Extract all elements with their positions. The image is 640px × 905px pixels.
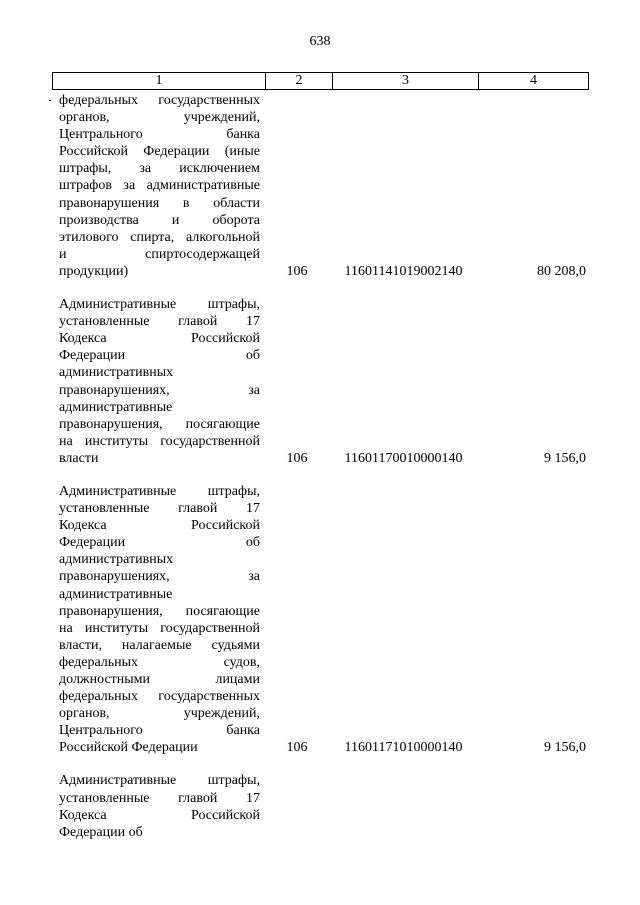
- description-line: административные: [59, 586, 173, 602]
- description-line: власти: [59, 450, 99, 466]
- description-line: власти, налагаемые судьями: [59, 637, 260, 653]
- description-line: Федерации об: [59, 824, 143, 840]
- table-row: [0, 92, 640, 280]
- row-budget-code: 11601171010000140: [344, 740, 463, 756]
- description-line: установленные главой 17: [59, 501, 260, 517]
- column-header-4: 4: [479, 73, 589, 90]
- row-amount: 9 156,0: [544, 450, 586, 466]
- description-line: органов, учреждений,: [59, 110, 260, 126]
- description-line: штрафы, за исключением: [59, 161, 260, 177]
- description-line: продукции): [59, 263, 129, 279]
- description-line: правонарушения, посягающие: [59, 603, 260, 619]
- column-header-3: 3: [333, 73, 479, 90]
- table-row: [0, 296, 640, 467]
- description-line: правонарушения в области: [59, 195, 260, 211]
- description-line: административных: [59, 552, 174, 568]
- description-line: этилового спирта, алкогольной: [59, 229, 260, 245]
- description-line: правонарушениях, за: [59, 569, 260, 585]
- description-line: установленные главой 17: [59, 314, 260, 330]
- description-line: Российской Федерации: [59, 740, 198, 756]
- row-admin-code: 106: [286, 450, 308, 466]
- description-line: Административные штрафы,: [59, 773, 260, 789]
- description-line: должностными лицами: [59, 672, 260, 687]
- row-description: [59, 296, 260, 467]
- row-description: [59, 772, 260, 840]
- page-number: 638: [309, 34, 331, 49]
- description-line: федеральных судов,: [59, 654, 260, 670]
- description-line: Административные штрафы,: [59, 297, 260, 313]
- table-row: [0, 772, 640, 840]
- description-line: Кодекса Российской: [59, 807, 260, 823]
- description-line: правонарушения, посягающие: [59, 416, 260, 432]
- column-header-table: [52, 72, 589, 90]
- row-admin-code: 106: [286, 740, 308, 756]
- row-amount: 9 156,0: [544, 740, 586, 756]
- description-line: штрафов за административные: [59, 178, 260, 194]
- row-description: [59, 92, 260, 280]
- column-header-row: [53, 73, 589, 90]
- description-line: Административные штрафы,: [59, 483, 260, 499]
- row-description: [59, 483, 260, 757]
- table-body: [0, 92, 640, 857]
- column-header-1: 1: [53, 73, 266, 90]
- description-line: Федерации об: [59, 535, 260, 551]
- description-line: административные: [59, 399, 173, 415]
- column-header-2: 2: [266, 73, 333, 90]
- description-line: на институты государственной: [59, 433, 260, 449]
- row-amount: 80 208,0: [537, 263, 586, 279]
- description-line: Кодекса Российской: [59, 331, 260, 347]
- description-line: производства и оборота: [59, 212, 260, 228]
- row-budget-code: 11601170010000140: [344, 450, 463, 466]
- description-line: на институты государственной: [59, 620, 260, 636]
- description-line: Российской Федерации (иные: [59, 144, 260, 160]
- row-admin-code: 106: [286, 263, 308, 279]
- description-line: Центрального банка: [59, 127, 260, 143]
- description-line: Федерации об: [59, 348, 260, 364]
- table-row: [0, 483, 640, 757]
- description-line: федеральных государственных: [59, 93, 260, 108]
- description-line: Кодекса Российской: [59, 518, 260, 534]
- description-line: Центрального банка: [59, 723, 260, 739]
- description-line: правонарушениях, за: [59, 382, 260, 398]
- row-budget-code: 11601141019002140: [344, 263, 463, 279]
- description-line: административных: [59, 365, 174, 381]
- description-line: установленные главой 17: [59, 790, 260, 806]
- description-line: федеральных государственных: [59, 689, 260, 705]
- description-line: органов, учреждений,: [59, 706, 260, 722]
- description-line: и спиртосодержащей: [59, 246, 260, 262]
